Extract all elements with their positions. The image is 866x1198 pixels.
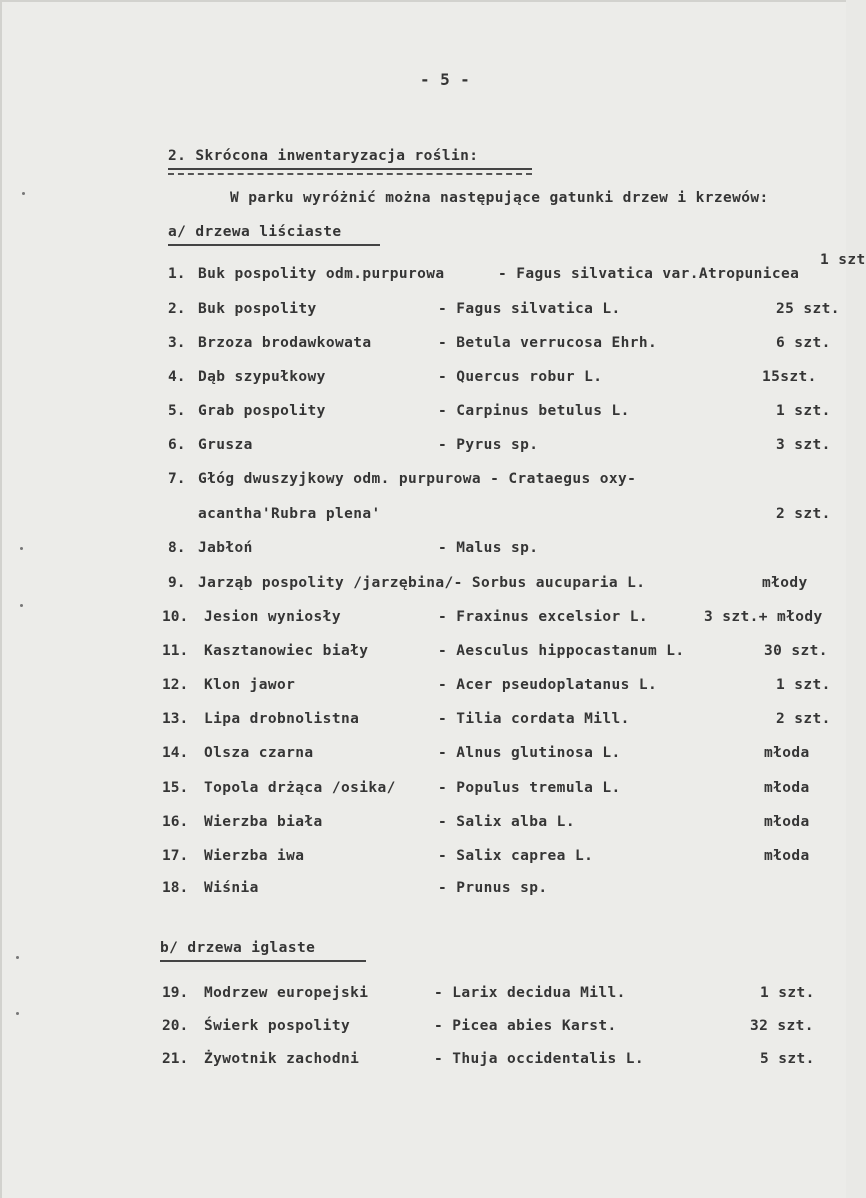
section-title-underline bbox=[168, 173, 532, 175]
item-latin-name: - Carpinus betulus L. bbox=[438, 403, 630, 419]
item-latin-name: - Fagus silvatica L. bbox=[438, 301, 621, 317]
item-latin-name: - Alnus glutinosa L. bbox=[438, 745, 621, 761]
margin-mark bbox=[16, 1012, 19, 1015]
item-polish-name: Modrzew europejski bbox=[204, 985, 369, 1001]
section-title: 2. Skrócona inwentaryzacja roślin: bbox=[168, 148, 479, 164]
item-latin-name: - Quercus robur L. bbox=[438, 369, 603, 385]
item-number: 13. bbox=[162, 711, 189, 727]
item-polish-name: Brzoza brodawkowata bbox=[198, 335, 372, 351]
item-polish-name: Klon jawor bbox=[204, 677, 296, 693]
item-latin-name: - Fraxinus excelsior L. bbox=[438, 609, 648, 625]
item-latin-name: - Salix alba L. bbox=[438, 814, 575, 830]
item-polish-name: Kasztanowiec biały bbox=[204, 643, 369, 659]
item-latin-name: - Fagus silvatica var.Atropunicea bbox=[498, 266, 800, 282]
item-polish-name: acantha'Rubra plena' bbox=[198, 506, 381, 522]
item-number: 6. bbox=[168, 437, 186, 453]
item-number: 10. bbox=[162, 609, 189, 625]
item-number: 7. bbox=[168, 471, 186, 487]
item-polish-name: Jesion wyniosły bbox=[204, 609, 341, 625]
item-count: 2 szt. bbox=[776, 711, 831, 727]
item-latin-name: - Aesculus hippocastanum L. bbox=[438, 643, 685, 659]
group-a-underline bbox=[168, 244, 380, 246]
item-count: 1 szt. bbox=[776, 403, 831, 419]
item-latin-name: - Prunus sp. bbox=[438, 880, 548, 896]
item-polish-name: Lipa drobnolistna bbox=[204, 711, 360, 727]
page-number: - 5 - bbox=[420, 70, 471, 89]
item-number: 12. bbox=[162, 677, 189, 693]
item-count: młody bbox=[762, 575, 808, 591]
item-count: 15szt. bbox=[762, 369, 817, 385]
item-count: 5 szt. bbox=[760, 1051, 815, 1067]
item-count: 6 szt. bbox=[776, 335, 831, 351]
item-latin-name: - Tilia cordata Mill. bbox=[438, 711, 630, 727]
item-number: 5. bbox=[168, 403, 186, 419]
item-number: 2. bbox=[168, 301, 186, 317]
item-latin-name: - Populus tremula L. bbox=[438, 780, 621, 796]
margin-mark bbox=[20, 604, 23, 607]
item-number: 8. bbox=[168, 540, 186, 556]
item-count: 25 szt. bbox=[776, 301, 840, 317]
item-count: 2 szt. bbox=[776, 506, 831, 522]
section-title-underline bbox=[168, 168, 532, 170]
item-polish-name: Świerk pospolity bbox=[204, 1018, 351, 1034]
item-polish-name: Dąb szypułkowy bbox=[198, 369, 326, 385]
intro-text: W parku wyróżnić można następujące gatunki drzew i krzewów: bbox=[230, 190, 769, 206]
item-polish-name: Olsza czarna bbox=[204, 745, 314, 761]
item-count: młoda bbox=[764, 780, 810, 796]
item-polish-name: Wiśnia bbox=[204, 880, 259, 896]
item-number: 1. bbox=[168, 266, 186, 282]
item-polish-name: Buk pospolity odm.purpurowa bbox=[198, 266, 445, 282]
item-latin-name: - Thuja occidentalis L. bbox=[434, 1051, 644, 1067]
item-count: młoda bbox=[764, 745, 810, 761]
item-polish-name: Grusza bbox=[198, 437, 253, 453]
item-number: 17. bbox=[162, 848, 189, 864]
item-polish-name: Wierzba biała bbox=[204, 814, 323, 830]
item-number: 21. bbox=[162, 1051, 189, 1067]
item-count: młoda bbox=[764, 848, 810, 864]
item-latin-name: - Picea abies Karst. bbox=[434, 1018, 617, 1034]
item-number: 20. bbox=[162, 1018, 189, 1034]
item-polish-name: Buk pospolity bbox=[198, 301, 317, 317]
item-number: 4. bbox=[168, 369, 186, 385]
item-latin-name: - Salix caprea L. bbox=[438, 848, 594, 864]
item-count: 3 szt.+ młody bbox=[704, 609, 823, 625]
item-count: 1 szt. bbox=[776, 677, 831, 693]
margin-mark bbox=[20, 547, 23, 550]
item-polish-name: Głóg dwuszyjkowy odm. purpurowa - Crataegus oxy- bbox=[198, 471, 637, 487]
item-number: 11. bbox=[162, 643, 189, 659]
margin-mark bbox=[22, 192, 25, 195]
item-number: 15. bbox=[162, 780, 189, 796]
item-number: 19. bbox=[162, 985, 189, 1001]
item-number: 16. bbox=[162, 814, 189, 830]
item-polish-name: Grab pospolity bbox=[198, 403, 326, 419]
item-count: młoda bbox=[764, 814, 810, 830]
item-polish-name: Wierzba iwa bbox=[204, 848, 305, 864]
item-count: 1 szt. bbox=[760, 985, 815, 1001]
item-number: 18. bbox=[162, 880, 189, 896]
item-polish-name: Jabłoń bbox=[198, 540, 253, 556]
overflow-count: 1 szt bbox=[820, 252, 866, 268]
item-count: 3 szt. bbox=[776, 437, 831, 453]
item-latin-name: - Pyrus sp. bbox=[438, 437, 539, 453]
group-b-underline bbox=[160, 960, 366, 962]
item-latin-name: - Acer pseudoplatanus L. bbox=[438, 677, 658, 693]
item-count: 30 szt. bbox=[764, 643, 828, 659]
group-b-heading: b/ drzewa iglaste bbox=[160, 940, 316, 956]
item-latin-name: - Larix decidua Mill. bbox=[434, 985, 626, 1001]
item-polish-name: Żywotnik zachodni bbox=[204, 1051, 360, 1067]
item-latin-name: - Betula verrucosa Ehrh. bbox=[438, 335, 658, 351]
item-latin-name: - Malus sp. bbox=[438, 540, 539, 556]
group-a-heading: a/ drzewa liściaste bbox=[168, 224, 342, 240]
item-polish-name: Jarząb pospolity /jarzębina/- Sorbus aucuparia L. bbox=[198, 575, 646, 591]
item-number: 3. bbox=[168, 335, 186, 351]
item-polish-name: Topola drżąca /osika/ bbox=[204, 780, 396, 796]
margin-mark bbox=[16, 956, 19, 959]
item-number: 9. bbox=[168, 575, 186, 591]
item-count: 32 szt. bbox=[750, 1018, 814, 1034]
item-number: 14. bbox=[162, 745, 189, 761]
